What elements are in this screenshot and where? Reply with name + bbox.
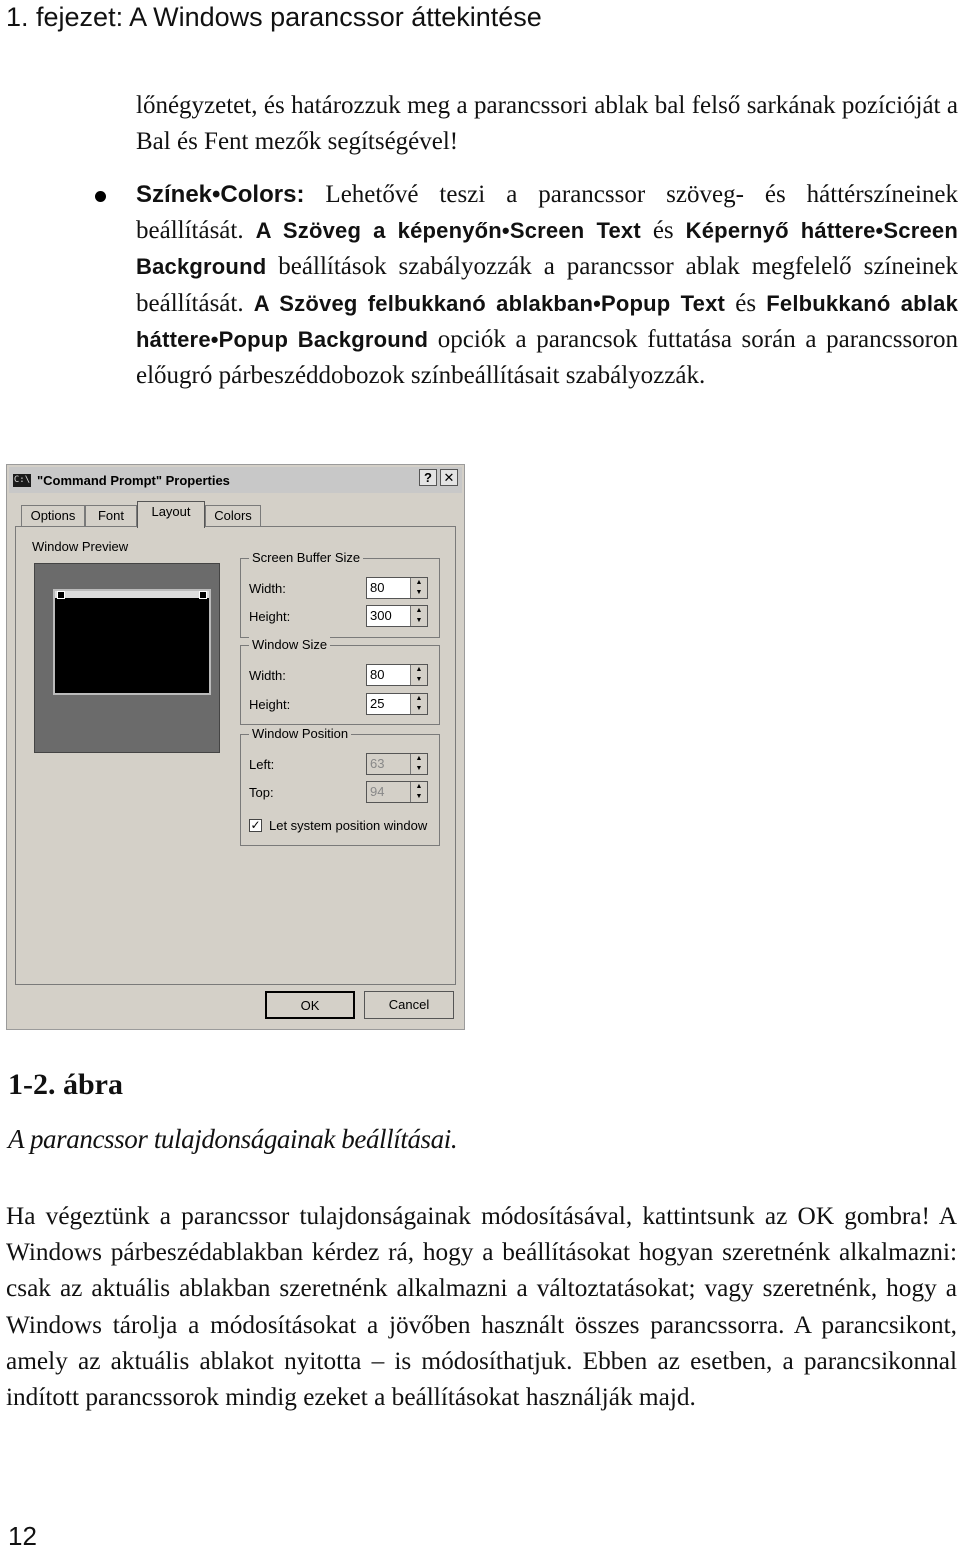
position-left-spinner[interactable] [366, 753, 428, 775]
preview-titlebar [55, 591, 209, 598]
spin-up-icon[interactable]: ▲ [415, 607, 423, 614]
let-system-position-label[interactable]: Let system position window [269, 818, 428, 833]
bullet-dot [95, 191, 106, 202]
window-size-group [240, 637, 440, 725]
position-top-value: 94 [370, 784, 385, 799]
bullet-text-3: beállítások szabályozzák a parancssor ablak megfelelő színeinek beállítását. [136, 253, 958, 317]
tab-options[interactable]: Options [21, 505, 85, 527]
tab-colors[interactable]: Colors [205, 505, 261, 527]
window-preview [34, 563, 220, 753]
preview-console-window [53, 589, 211, 695]
buffer-width-arrows[interactable] [410, 578, 427, 598]
position-top-label: Top: [249, 785, 274, 800]
dialog-title: "Command Prompt" Properties [37, 472, 230, 488]
screen-buffer-size-group [240, 550, 440, 638]
spin-up-icon[interactable]: ▲ [415, 695, 423, 702]
buffer-height-spinner[interactable] [366, 605, 428, 627]
spin-down-icon[interactable]: ▼ [415, 705, 423, 712]
buffer-width-label: Width: [249, 581, 286, 596]
screen-buffer-size-title: Screen Buffer Size [249, 550, 363, 565]
figure-caption: A parancssor tulajdonságainak beállításai. [8, 1124, 458, 1154]
bullet-text-2: és [640, 217, 686, 245]
colors-bullet-paragraph [136, 177, 958, 394]
buffer-height-arrows[interactable] [410, 606, 427, 626]
spin-down-icon[interactable]: ▼ [415, 765, 423, 772]
tab-font[interactable]: Font [85, 505, 137, 527]
spin-up-icon[interactable]: ▲ [415, 755, 423, 762]
bullet-text-5: opciók a parancsok futtatása során a parancssoron előugró párbeszéddobozok színbeállításait szabályozzák. [136, 325, 958, 390]
buffer-width-value: 80 [370, 580, 385, 595]
screen-background-term: Képernyő háttere•Screen Background [136, 218, 959, 280]
command-prompt-properties-dialog [6, 464, 465, 1030]
buffer-height-label: Height: [249, 609, 291, 624]
window-preview-label: Window Preview [32, 539, 129, 554]
spin-up-icon[interactable]: ▲ [415, 666, 423, 673]
window-size-title: Window Size [249, 637, 330, 652]
colors-term: Színek•Colors: [136, 181, 305, 208]
buffer-height-value: 300 [370, 608, 392, 623]
preview-left-box [57, 591, 65, 599]
position-left-label: Left: [249, 757, 275, 772]
window-width-value: 80 [370, 667, 385, 682]
window-height-value: 25 [370, 696, 385, 711]
intro-paragraph: lőnégyzetet, és határozzuk meg a parancssori ablak bal felső sarkának pozícióját a Bal és Fent mezők segítségével! [136, 92, 958, 156]
popup-background-term: Felbukkanó ablak háttere•Popup Background [136, 290, 959, 352]
close-button[interactable]: ✕ [440, 469, 458, 486]
bullet-text-4: és [725, 289, 767, 317]
bullet-text-1: Lehetővé teszi a parancssor szöveg- és háttérszíneinek beállítását. [136, 181, 958, 245]
command-prompt-icon: C:\ [13, 474, 31, 485]
ok-button[interactable]: OK [265, 991, 355, 1019]
window-position-group [240, 726, 440, 846]
page-header: 1. fejezet: A Windows parancssor áttekintése [6, 2, 542, 32]
let-system-position-checkbox[interactable]: ✓ [250, 818, 261, 832]
tab-layout[interactable]: Layout [137, 501, 205, 528]
spin-down-icon[interactable]: ▼ [415, 793, 423, 800]
popup-text-term: A Szöveg felbukkanó ablakban•Popup Text [253, 290, 726, 316]
help-button[interactable]: ? [419, 469, 437, 486]
window-width-arrows[interactable] [410, 665, 427, 685]
page-number: 12 [8, 1521, 37, 1551]
window-position-title: Window Position [249, 726, 351, 741]
window-height-label: Height: [249, 697, 291, 712]
closing-paragraph: Ha végeztünk a parancssor tulajdonságainak módosításával, kattintsunk az OK gombra! A Windows párbeszédablakban kérdez rá, hogy a beállításokat hogyan szeretnénk alkalmazni: csak az aktuális ablakban szeretnénk alkalmazni a változtatásokat; vagy szeretnénk, hogy a Windows tárolja a módosításokat a jövőben használt összes parancssorra. A parancsikont, amely az aktuális ablakot nyitotta – is módosíthatjuk. Ebben az esetben, a parancsikonnal indított parancssorok mindig ezeket a beállításokat használják majd. [6, 1202, 957, 1412]
buffer-width-spinner[interactable] [366, 577, 428, 599]
window-width-spinner[interactable] [366, 664, 428, 686]
spin-up-icon[interactable]: ▲ [415, 579, 423, 586]
position-left-value: 63 [370, 756, 385, 771]
window-height-spinner[interactable] [366, 693, 428, 715]
position-top-spinner[interactable] [366, 781, 428, 803]
preview-right-box [199, 591, 207, 599]
spin-down-icon[interactable]: ▼ [415, 676, 423, 683]
window-width-label: Width: [249, 668, 286, 683]
screen-text-term: A Szöveg a képenyőn•Screen Text [255, 218, 641, 244]
figure-label: 1-2. ábra [8, 1068, 123, 1101]
layout-panel [15, 526, 456, 985]
position-top-arrows[interactable] [410, 782, 427, 802]
cancel-button[interactable]: Cancel [364, 991, 454, 1019]
spin-down-icon[interactable]: ▼ [415, 617, 423, 624]
spin-down-icon[interactable]: ▼ [415, 589, 423, 596]
window-height-arrows[interactable] [410, 694, 427, 714]
dialog-titlebar[interactable] [9, 467, 462, 493]
spin-up-icon[interactable]: ▲ [415, 783, 423, 790]
position-left-arrows[interactable] [410, 754, 427, 774]
